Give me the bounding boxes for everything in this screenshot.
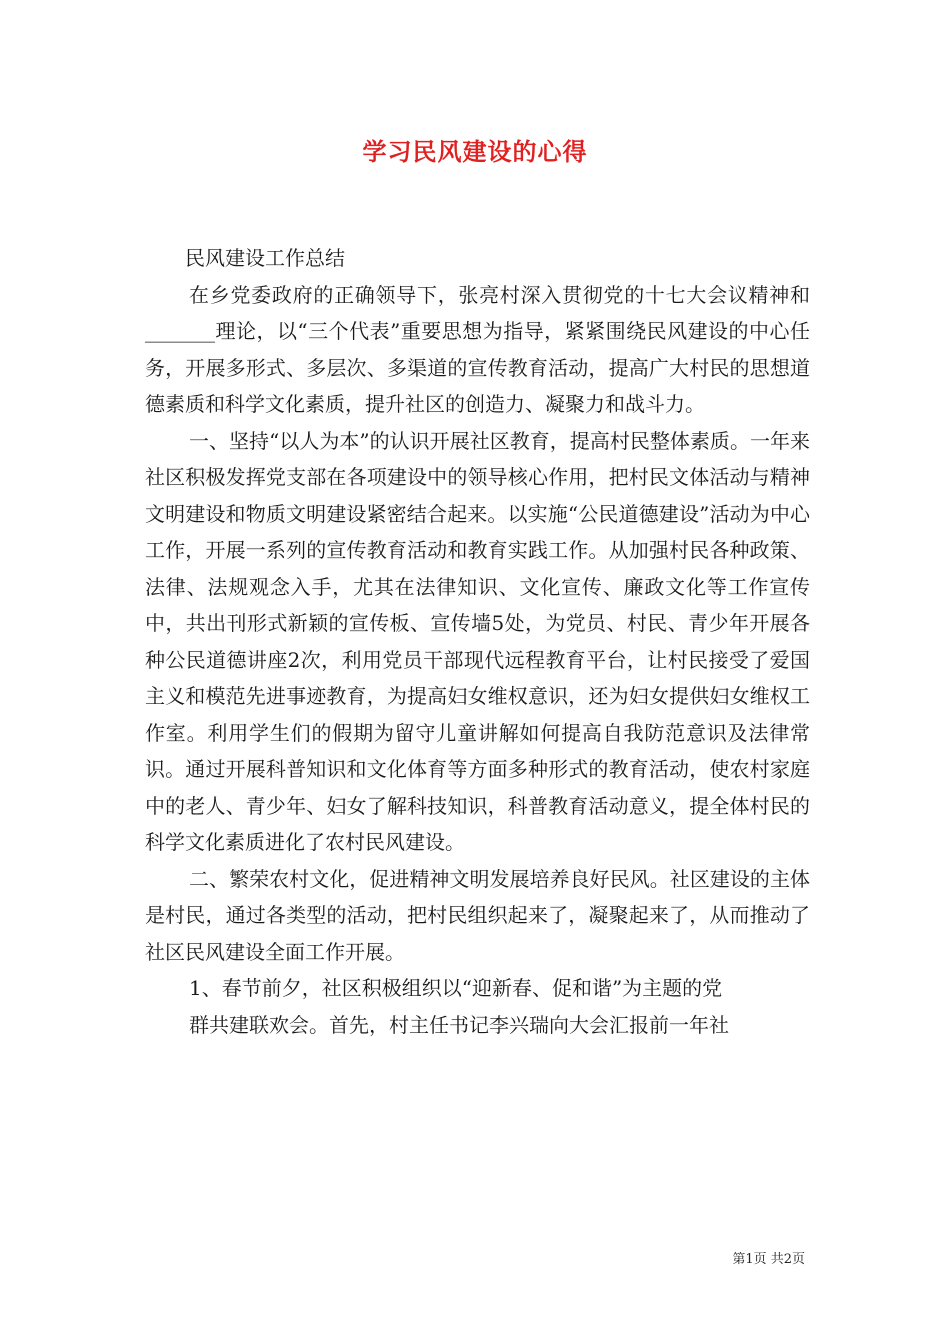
paragraph-item-one: 1、春节前夕，社区积极组织以“迎新春、促和谐”为主题的党: [189, 976, 723, 1000]
paragraph-continued: 群共建联欢会。首先，村主任书记李兴瑞向大会汇报前一年社: [189, 1012, 729, 1037]
paragraph-section-one: 一、坚持“以人为本”的认识开展社区教育，提高村民整体素质。一年来社区积极发挥党支部在各项建设中的领导核心作用，把村民文体活动与精神文明建设和物质文明建设紧密结合起来。以实施“公民道德建设”活动为中心工作，开展一系列的宣传教育活动和教育实践工作。从加强村民各种政策、法律、法规观念入手，尤其在法律知识、文化宣传、廉政文化等工作宣传中，共出刊形式新颖的宣传板、宣传墙5处，为党员、村民、青少年开展各种公民道德讲座2次，利用党员干部现代远程教育平台，让村民接受了爱国主义和模范先进事迹教育，为提高妇女维权意识，还为妇女提供妇女维权工作室。利用学生们的假期为留守儿童讲解如何提高自我防范意识及法律常识。通过开展科普知识和文化体育等方面多种形式的教育活动，使农村家庭中的老人、青少年、妇女了解科技知识，科普教育活动意义，提全体村民的科学文化素质进化了农村民风建设。: [145, 428, 810, 854]
paragraph-section-two: 二、繁荣农村文化，促进精神文明发展培养良好民风。社区建设的主体是村民，通过各类型的活动，把村民组织起来了，凝聚起来了，从而推动了社区民风建设全面工作开展。: [145, 866, 810, 964]
document-title: 学习民风建设的心得: [362, 137, 588, 166]
page-number: 第1页 共2页: [732, 1252, 805, 1267]
paragraph-intro: 在乡党委政府的正确领导下，张亮村深入贯彻党的十七大会议精神和_______理论，以“三个代表”重要思想为指导，紧紧围绕民风建设的中心任务，开展多形式、多层次、多渠道的宣传教育活动，提高广大村民的思想道德素质和科学文化素质，提升社区的创造力、凝聚力和战斗力。: [145, 282, 810, 416]
document-body: [145, 240, 810, 1043]
section-heading: 民风建设工作总结: [185, 246, 345, 270]
